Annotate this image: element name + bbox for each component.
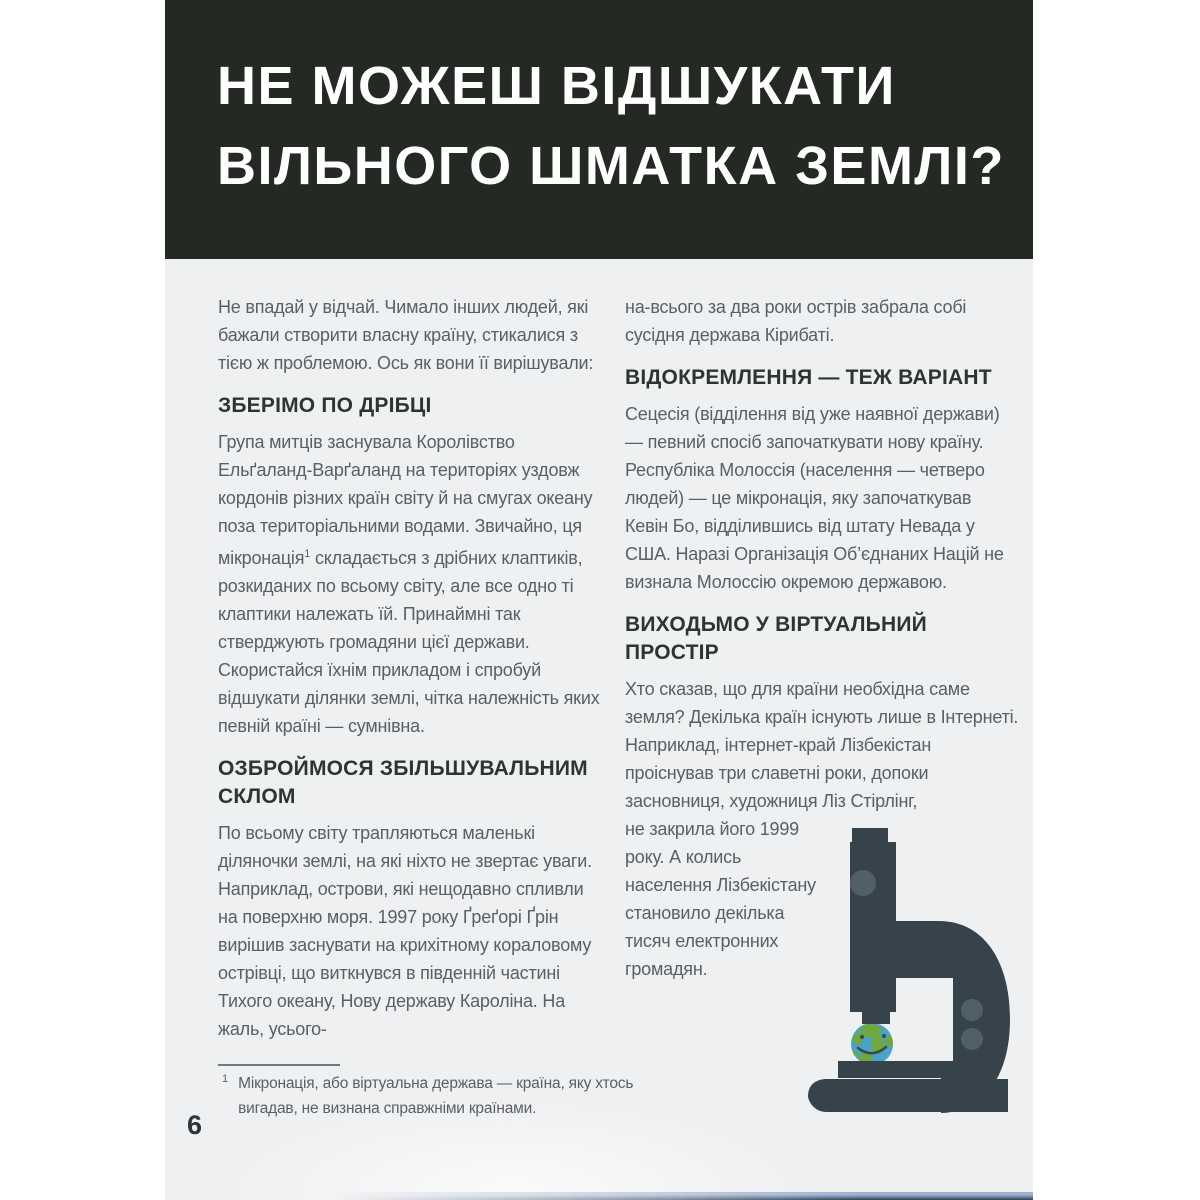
footnote-divider <box>218 1064 340 1066</box>
scan-page-edge <box>330 1192 1033 1200</box>
section2-paragraph: По всьому світу трапляються маленькі діляночки землі, на які ніхто не звертає уваги. Наприклад, острови, які нещодавно спливли на поверхню моря. 1997 року Ґреґорі Ґрін вирішив заснувати на крихітному кораловому острівці, що виткнувся в південній частині Тихого океану, Нову державу Кароліна. На жаль, усього- <box>218 823 592 1039</box>
intro-paragraph: Не впадай у відчай. Чимало інших людей, які бажали створити власну країну, стикалися з тією ж проблемою. Ось як вони її вирішували: <box>218 297 594 373</box>
continuation-paragraph: на-всього за два роки острів забрала собі сусідня держава Кірибаті. <box>625 297 967 345</box>
section1-text-before-footnote: Група митців заснувала Королівство Ельґаланд-Варґаланд на територіях уздовж кордонів різних країн світу й на смугах океану поза територіальними водами. Звичайно, ця мікронація <box>218 432 593 568</box>
tube-knob <box>850 870 876 896</box>
section1-text-after-footnote: складається з дрібних клаптиків, розкиданих по всьому світу, але все одно ті клаптики належать їй. Принаймні так стверджують громадяни цієї держави. Скористайся їхнім прикладом і спробуй відшукати ділянки землі, чітка належність яких певній країні — сумнівна. <box>218 548 600 736</box>
footnote-text: Мікронація, або віртуальна держава — країна, яку хтось вигадав, не визнана справжніми країнами. <box>238 1075 634 1117</box>
footnote-reference-1: 1 <box>304 548 311 560</box>
section-heading-collect-bit-by-bit: ЗБЕРІМО ПО ДРІБЦІ <box>218 394 432 417</box>
microscope-stage <box>838 1061 975 1078</box>
microscope-objective-lens <box>862 1010 890 1024</box>
focus-knob-coarse <box>961 999 983 1021</box>
title-banner <box>165 0 1033 259</box>
footnote-marker: 1 <box>222 1073 229 1085</box>
page-number: 6 <box>187 1110 203 1140</box>
microscope-tube <box>850 842 896 1012</box>
section-heading-secession: ВІДОКРЕМЛЕННЯ — ТЕЖ ВАРІАНТ <box>625 366 992 389</box>
microscope-icon <box>805 826 1010 1116</box>
microscope-illustration <box>805 826 1010 1116</box>
microscope-base <box>808 1079 1008 1112</box>
microscope-eyepiece-cap <box>852 828 888 844</box>
left-column <box>218 293 606 1053</box>
page-title-line1: НЕ МОЖЕШ ВІДШУКАТИ <box>217 56 896 116</box>
earth-globe-icon <box>850 1023 894 1065</box>
section-heading-magnifying-glass: ОЗБРОЙМОСЯ ЗБІЛЬШУВАЛЬНИМ СКЛОМ <box>218 757 588 808</box>
focus-knob-fine <box>961 1028 983 1050</box>
section1-paragraph <box>218 428 606 740</box>
microscope-body <box>808 828 1010 1113</box>
section4-text-beside-illustration: не закрила його 1999 року. А колись населення Лізбекістану становило декілька тисяч електронних громадян. <box>625 819 816 979</box>
section4-text-full-width: Хто сказав, що для країни необхідна саме земля? Декілька країн існують лише в Інтернеті. Наприклад, інтернет-край Лізбекістан проіснував три славетні роки, допоки засновниця, художниця Ліз Стірлінг, <box>625 679 1019 811</box>
page-title-line2: ВІЛЬНОГО ШМАТКА ЗЕМЛІ? <box>217 136 1005 196</box>
section3-paragraph: Сецесія (відділення від уже наявної держави) — певний спосіб започаткувати нову країну. Республіка Молоссія (населення — четверо людей) — це мікронація, яку започаткував Кевін Бо, відділившись від штату Невада у США. Наразі Організація Об’єднаних Націй не визнала Молоссію окремою державою. <box>625 404 1004 592</box>
section-heading-virtual-space: ВИХОДЬМО У ВІРТУАЛЬНИЙ ПРОСТІР <box>625 613 927 664</box>
book-page <box>165 0 1033 1200</box>
footnote <box>218 1064 658 1121</box>
page-title <box>217 46 1005 206</box>
